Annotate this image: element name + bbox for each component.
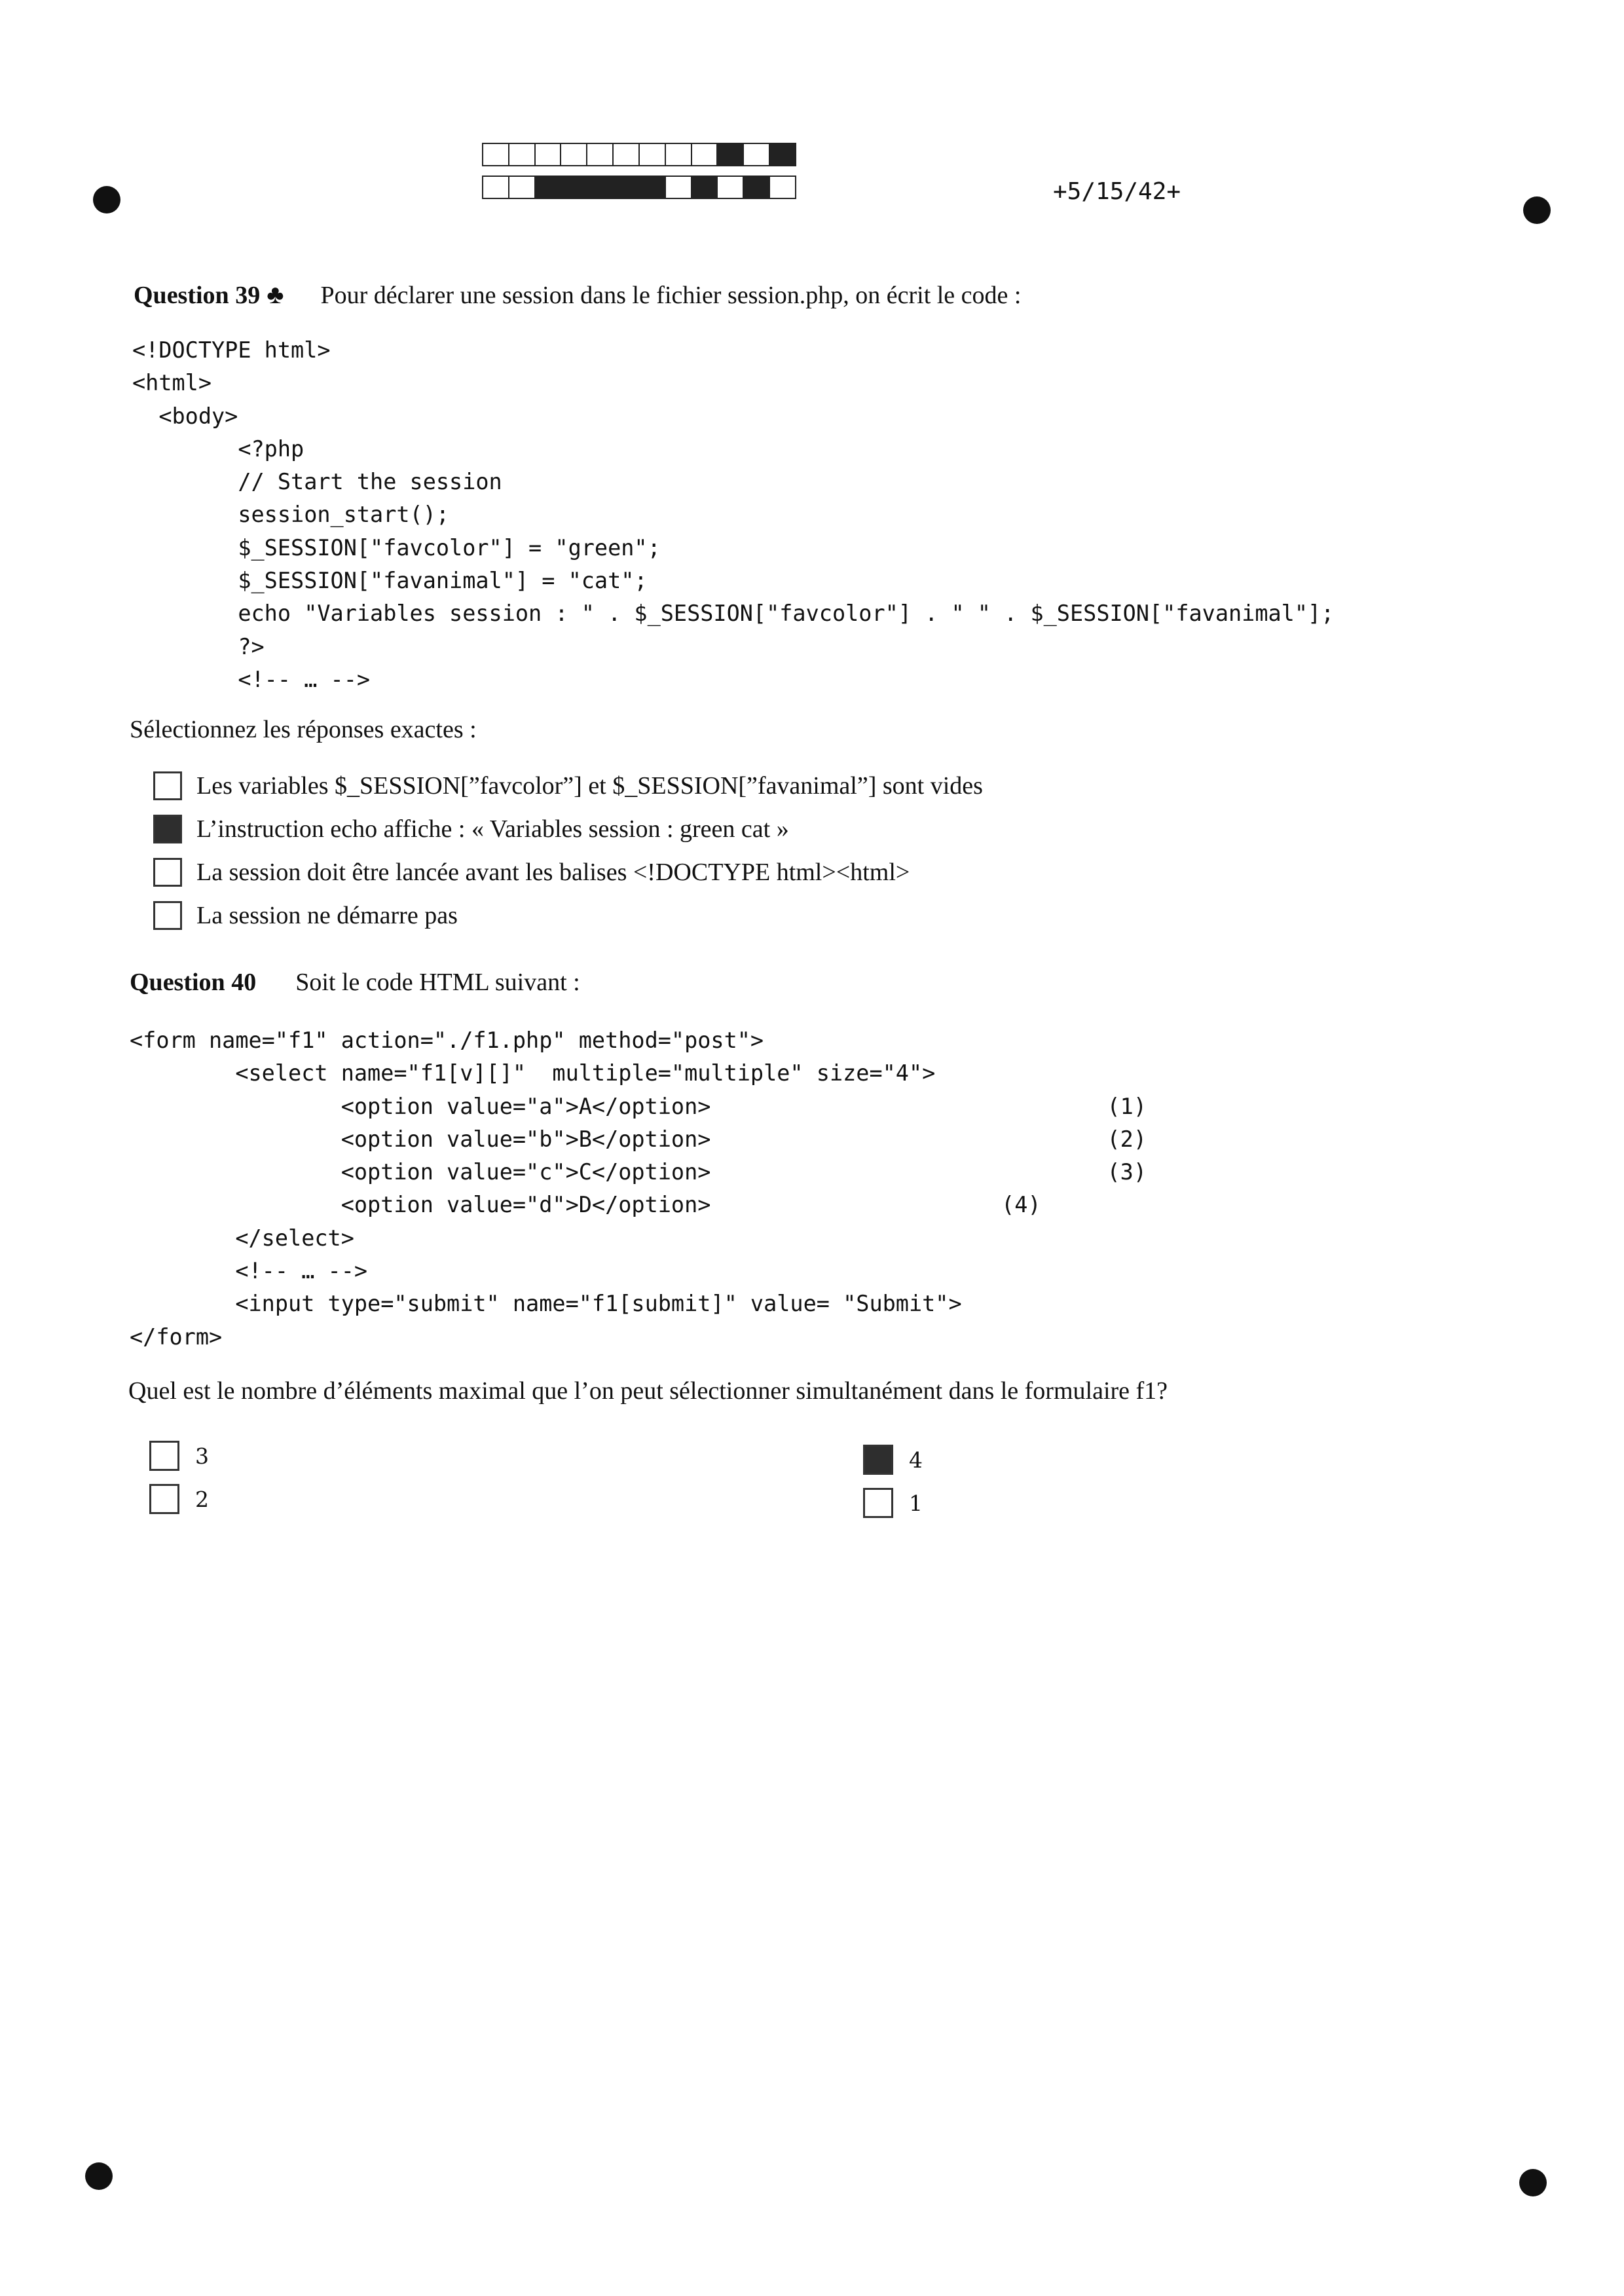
barcode-cell — [483, 177, 509, 198]
option-label: 4 — [909, 1447, 923, 1473]
question-40-label: Question 40 — [130, 969, 257, 996]
registration-mark-bottom-right — [1519, 2169, 1547, 2196]
question-40-option-4[interactable] — [863, 1445, 923, 1475]
question-39-code: <!DOCTYPE html> <html> <body> <?php // Start the session session_start(); $_SESSION["favcolor"] = "green"; $_SESSION["favanimal"] = "cat"; echo "Variables session : " . $_SESSION["favcolor"] . " " . $_SESSION["favanimal"]; ?> <!-- … --> — [132, 337, 1335, 692]
page-id: +5/15/42+ — [1053, 178, 1181, 205]
barcode-cell — [483, 144, 509, 165]
question-40-prompt: Soit le code HTML suivant : — [295, 969, 580, 996]
barcode-cell — [770, 144, 795, 165]
question-39-option-3[interactable] — [153, 858, 910, 887]
barcode-cell — [666, 144, 692, 165]
barcode-cell — [587, 177, 614, 198]
barcode-row-1 — [482, 143, 796, 166]
checkbox-checked[interactable] — [863, 1445, 893, 1475]
barcode-cell — [536, 144, 562, 165]
option-label: 3 — [195, 1443, 209, 1469]
question-40-option-1[interactable] — [863, 1488, 923, 1518]
barcode-cell — [509, 177, 536, 198]
barcode-cell — [614, 177, 640, 198]
question-39-option-2[interactable] — [153, 815, 789, 843]
registration-mark-top-left — [93, 186, 120, 213]
question-39-instruction: Sélectionnez les réponses exactes : — [130, 716, 477, 743]
barcode-cell — [692, 144, 718, 165]
barcode-cell — [744, 177, 770, 198]
question-39-header — [134, 279, 1021, 310]
barcode-cell — [770, 177, 795, 198]
barcode-cell — [692, 177, 718, 198]
barcode-cell — [666, 177, 692, 198]
option-label: Les variables $_SESSION[”favcolor”] et $_SESSION[”favanimal”] sont vides — [196, 772, 983, 800]
barcode-cell — [744, 144, 770, 165]
barcode-cell — [561, 144, 587, 165]
barcode-cell — [614, 144, 640, 165]
question-39-prompt: Pour déclarer une session dans le fichier session.php, on écrit le code : — [320, 282, 1022, 309]
barcode-cell — [640, 177, 666, 198]
option-label: 1 — [909, 1490, 923, 1516]
question-40-option-3[interactable] — [149, 1441, 209, 1471]
question-39-option-1[interactable] — [153, 771, 983, 800]
barcode-cell — [718, 144, 744, 165]
barcode-cell — [509, 144, 536, 165]
option-label: L’instruction echo affiche : « Variables session : green cat » — [196, 815, 789, 843]
checkbox[interactable] — [153, 771, 182, 800]
checkbox[interactable] — [149, 1441, 179, 1471]
checkbox[interactable] — [153, 901, 182, 930]
registration-mark-top-right — [1523, 196, 1551, 224]
question-40-option-2[interactable] — [149, 1484, 209, 1514]
option-label: La session doit être lancée avant les balises <!DOCTYPE html><html> — [196, 859, 910, 886]
checkbox-checked[interactable] — [153, 815, 182, 843]
barcode-cell — [561, 177, 587, 198]
question-40-code: <form name="f1" action="./f1.php" method="post"> <select name="f1[v][]" multiple="multiple" size="4"> <option value="a">A</option> (1) <option value="b">B</option> (2) <option value="c">C</option> (3) <option value="d">D</option> (4) </select> <!-- … --> <input type="submit" name="f1[submit]" value= "Submit"> </form> — [130, 1028, 1147, 1350]
barcode-row-2 — [482, 176, 796, 199]
barcode-cell — [718, 177, 744, 198]
club-icon: ♣ — [267, 280, 284, 309]
registration-mark-bottom-left — [85, 2162, 113, 2190]
question-39-label: Question 39 — [134, 282, 261, 309]
option-label: La session ne démarre pas — [196, 902, 458, 929]
checkbox[interactable] — [149, 1484, 179, 1514]
question-40-question: Quel est le nombre d’éléments maximal que l’on peut sélectionner simultanément dans le formulaire f1? — [128, 1377, 1168, 1405]
barcode-cell — [536, 177, 562, 198]
checkbox[interactable] — [863, 1488, 893, 1518]
barcode-cell — [640, 144, 666, 165]
barcode-cell — [587, 144, 614, 165]
option-label: 2 — [195, 1486, 209, 1512]
question-40-header — [130, 968, 580, 997]
question-39-option-4[interactable] — [153, 901, 458, 930]
checkbox[interactable] — [153, 858, 182, 887]
